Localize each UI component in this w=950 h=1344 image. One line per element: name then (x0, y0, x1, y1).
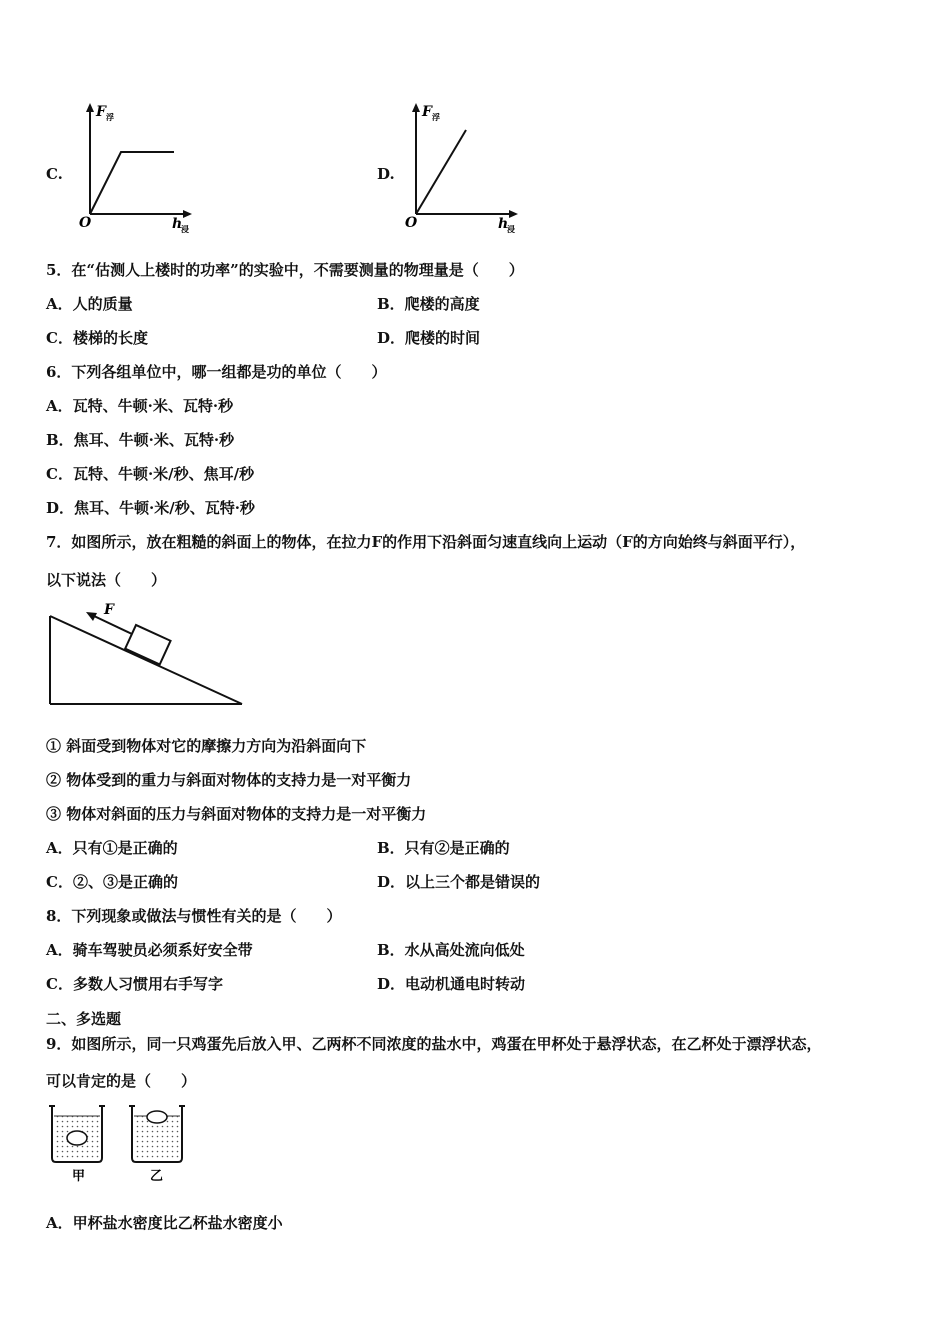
q7-statement-2: ② 物体受到的重力与斜面对物体的支持力是一对平衡力 (46, 771, 412, 789)
graph-c-y-label: F (96, 104, 106, 120)
beaker-jia-label: 甲 (72, 1169, 86, 1184)
block (125, 625, 170, 664)
incline-figure (44, 600, 254, 710)
q6-option-d: D．焦耳、牛顿·米/秒、瓦特·秒 (46, 499, 255, 517)
q7-option-b: B．只有②是正确的 (377, 839, 510, 857)
q5-stem: 5．在“估测人上楼时的功率”的实验中，不需要测量的物理量是（ ） (46, 261, 524, 279)
graph-c-x-sub: 浸 (181, 224, 189, 234)
graph-d-y-sub: 浮 (432, 112, 440, 122)
q7-option-a: A．只有①是正确的 (46, 839, 178, 857)
q5-option-d: D．爬楼的时间 (377, 329, 481, 347)
beaker-jia (49, 1106, 105, 1162)
force-label: F (104, 602, 114, 618)
option-d-label: D. (377, 165, 395, 183)
q8-option-d: D．电动机通电时转动 (377, 975, 526, 993)
q7-stem-line1: 7．如图所示，放在粗糙的斜面上的物体，在拉力F的作用下沿斜面匀速直线向上运动（F的方向始终与斜面平行）， (46, 533, 806, 551)
graph-d-x-sub: 浸 (507, 224, 515, 234)
egg-icon (67, 1131, 87, 1145)
beaker-yi (129, 1106, 185, 1162)
q9-stem-line2: 可以肯定的是（ ） (46, 1072, 197, 1090)
q7-option-c: C．②、③是正确的 (46, 873, 178, 891)
q7-stem-line2: 以下说法（ ） (46, 571, 167, 589)
graph-d-y-label: F (422, 104, 432, 120)
q7-statement-1: ① 斜面受到物体对它的摩擦力方向为沿斜面向下 (46, 737, 367, 755)
q5-option-c: C．楼梯的长度 (46, 329, 148, 347)
graph-d-origin: O (405, 215, 418, 231)
q7-option-d: D．以上三个都是错误的 (377, 873, 541, 891)
q6-option-c: C．瓦特、牛顿·米/秒、焦耳/秒 (46, 465, 255, 483)
q5-option-b: B．爬楼的高度 (377, 295, 480, 313)
q9-stem-line1: 9．如图所示，同一只鸡蛋先后放入甲、乙两杯不同浓度的盐水中，鸡蛋在甲杯处于悬浮状态，在乙杯处于漂浮状态， (46, 1035, 822, 1053)
q8-option-c: C．多数人习惯用右手写字 (46, 975, 223, 993)
q8-stem: 8．下列现象或做法与惯性有关的是（ ） (46, 907, 342, 925)
q8-option-b: B．水从高处流向低处 (377, 941, 525, 959)
q6-option-b: B．焦耳、牛顿·米、瓦特·秒 (46, 431, 235, 449)
graph-c-origin: O (79, 215, 92, 231)
section-heading: 二、多选题 (46, 1010, 122, 1028)
q6-stem: 6．下列各组单位中，哪一组都是功的单位（ ） (46, 363, 387, 381)
graph-c-y-sub: 浮 (106, 112, 114, 122)
beaker-yi-label: 乙 (150, 1169, 164, 1184)
graph-c-x-label: h (172, 216, 183, 232)
egg-icon (147, 1111, 167, 1123)
graph-d-x-label: h (498, 216, 509, 232)
q5-option-a: A．人的质量 (46, 295, 133, 313)
q8-option-a: A．骑车驾驶员必须系好安全带 (46, 941, 253, 959)
graph-c (76, 100, 196, 234)
beakers-figure (46, 1100, 196, 1190)
q7-statement-3: ③ 物体对斜面的压力与斜面对物体的支持力是一对平衡力 (46, 805, 427, 823)
option-c-label: C. (46, 165, 63, 183)
graph-d (402, 100, 522, 234)
q9-option-a: A．甲杯盐水密度比乙杯盐水密度小 (46, 1214, 283, 1232)
q6-option-a: A．瓦特、牛顿·米、瓦特·秒 (46, 397, 234, 415)
